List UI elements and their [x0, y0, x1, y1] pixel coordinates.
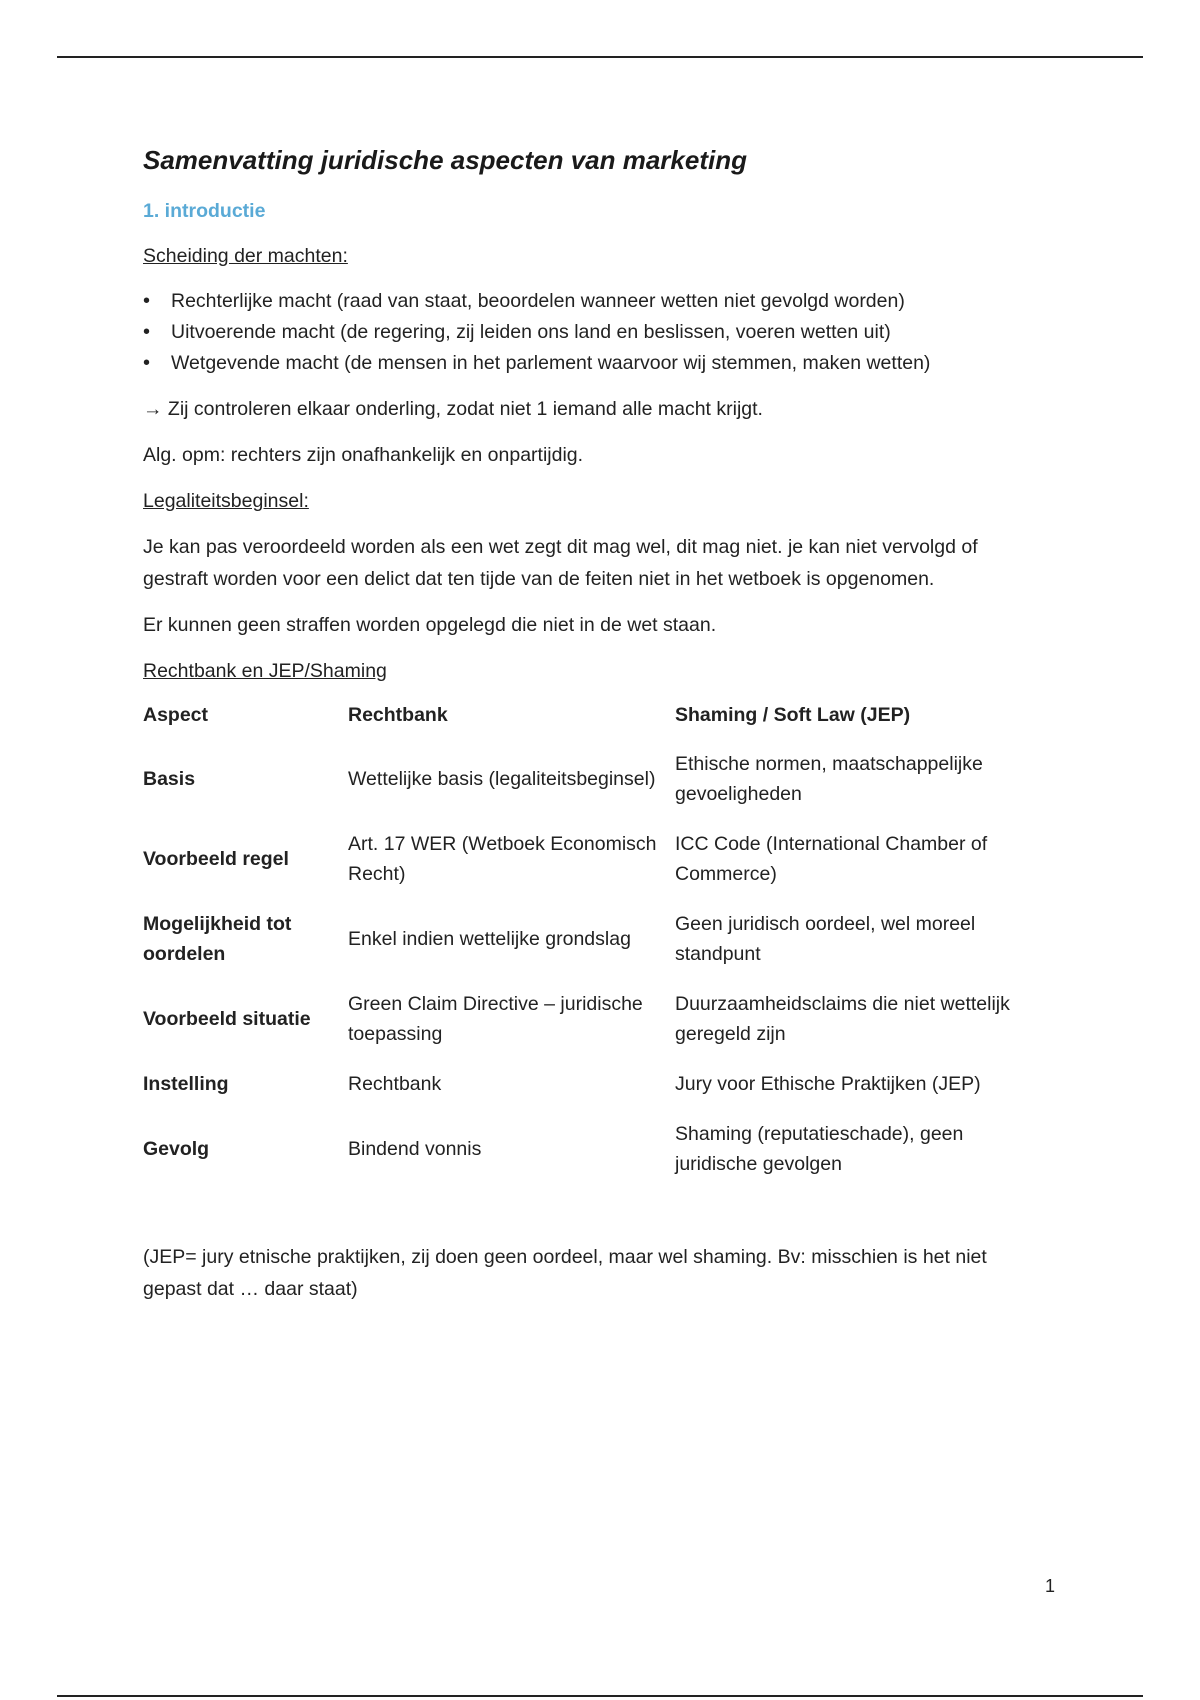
row-label: Voorbeeld regel [143, 848, 289, 870]
table-row [143, 899, 1043, 979]
list-item: • Rechterlijke macht (raad van staat, beoordelen wanneer wetten niet gevolgd worden) [143, 286, 1043, 317]
header-rule [57, 56, 1143, 58]
table-row [143, 1059, 1043, 1109]
table-cell: Duurzaamheidsclaims die niet wettelijk geregeld zijn [675, 993, 1010, 1045]
list-item: • Uitvoerende macht (de regering, zij leiden ons land en beslissen, voeren wetten uit) [143, 317, 1043, 348]
table-header-row [143, 691, 1043, 739]
column-header-aspect: Aspect [143, 704, 209, 726]
section-heading: 1. introductie [143, 200, 266, 222]
table-cell: Green Claim Directive – juridische toepassing [348, 993, 643, 1045]
table-row [143, 979, 1043, 1059]
table-row [143, 739, 1043, 819]
table-cell: ICC Code (International Chamber of Commerce) [675, 833, 988, 885]
legaliteit-paragraph-1: Je kan pas veroordeeld worden als een wet zegt dit mag wel, dit mag niet. je kan niet vervolgd of gestraft worden voor een delict dat ten tijde van de feiten niet in het wetboek is opgenomen. [143, 536, 978, 590]
row-label: Voorbeeld situatie [143, 1008, 311, 1030]
table-cell: Rechtbank [348, 1073, 442, 1095]
column-header-rechtbank: Rechtbank [348, 704, 448, 726]
table-cell: Jury voor Ethische Praktijken (JEP) [675, 1073, 981, 1095]
document-body [143, 142, 1043, 1319]
table-cell: Shaming (reputatieschade), geen juridische gevolgen [675, 1123, 964, 1175]
scheiding-heading: Scheiding der machten: [143, 245, 348, 267]
row-label: Mogelijkheid tot oordelen [143, 913, 292, 965]
table-cell: Ethische normen, maatschappelijke gevoeligheden [675, 753, 983, 805]
list-item: • Wetgevende macht (de mensen in het parlement waarvoor wij stemmen, maken wetten) [143, 348, 1043, 379]
table-cell: Art. 17 WER (Wetboek Economisch Recht) [348, 833, 657, 885]
legaliteit-heading: Legaliteitsbeginsel: [143, 490, 309, 512]
comparison-heading: Rechtbank en JEP/Shaming [143, 660, 387, 682]
row-label: Instelling [143, 1073, 229, 1095]
legaliteit-paragraph-2: Er kunnen geen straffen worden opgelegd die niet in de wet staan. [143, 614, 717, 636]
table-cell: Bindend vonnis [348, 1138, 482, 1160]
table-cell: Enkel indien wettelijke grondslag [348, 928, 631, 950]
document-title: Samenvatting juridische aspecten van marketing [143, 145, 747, 175]
column-header-shaming: Shaming / Soft Law (JEP) [675, 704, 911, 726]
footer-rule [57, 1695, 1143, 1697]
table-row [143, 819, 1043, 899]
row-label: Basis [143, 768, 196, 790]
page-number: 1 [1045, 1576, 1056, 1596]
table-cell: Wettelijke basis (legaliteitsbeginsel) [348, 768, 656, 790]
table-cell: Geen juridisch oordeel, wel moreel standpunt [675, 913, 976, 965]
general-remark: Alg. opm: rechters zijn onafhankelijk en onpartijdig. [143, 444, 584, 466]
machten-list [143, 286, 1043, 379]
table-row [143, 1109, 1043, 1189]
comparison-table [143, 691, 1043, 1189]
arrow-note: → Zij controleren elkaar onderling, zodat niet 1 iemand alle macht krijgt. [143, 398, 763, 420]
row-label: Gevolg [143, 1138, 210, 1160]
footnote: (JEP= jury etnische praktijken, zij doen geen oordeel, maar wel shaming. Bv: misschien is het niet gepast dat … daar staat) [143, 1246, 987, 1300]
